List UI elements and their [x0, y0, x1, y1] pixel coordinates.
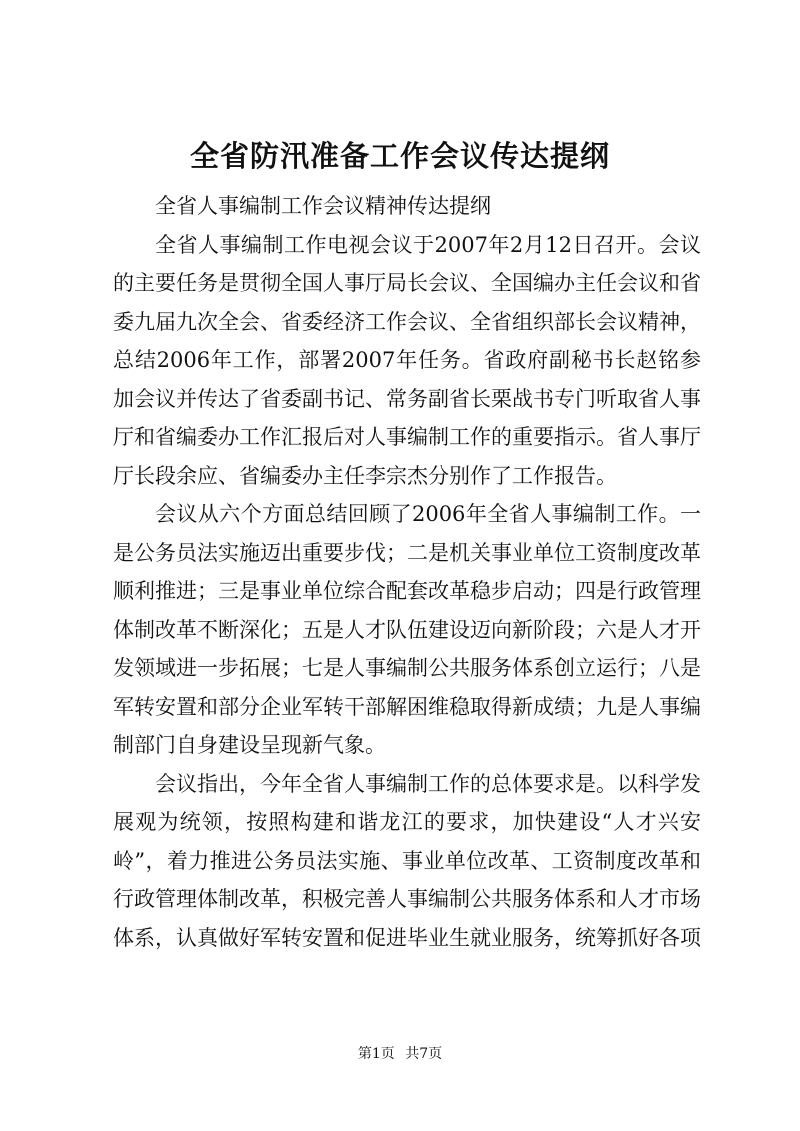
body-paragraph: 会议从六个方面总结回顾了2006年全省人事编制工作。一是公务员法实施迈出重要步伐；二是机关事业单位工资制度改革顺利推进；三是事业单位综合配套改革稳步启动；四是行政管理体制改革不断深化；五是人才队伍建设迈向新阶段；六是人才开发领域进一步拓展；七是人事编制公共服务体系创立运行；八是军转安置和部分企业军转干部解困维稳取得新成绩；九是人事编制部门自身建设呈现新气象。: [113, 502, 701, 757]
subtitle-paragraph: 全省人事编制工作会议精神传达提纲: [155, 194, 491, 218]
body-paragraph: 全省人事编制工作电视会议于2007年2月12日召开。会议的主要任务是贯彻全国人事厅局长会议、全国编办主任会议和省委九届九次全会、省委经济工作会议、全省组织部长会议精神，总结2006年工作，部署2007年任务。省政府副秘书长赵铭参加会议并传达了省委副书记、常务副省长栗战书专门听取省人事厅和省编委办工作汇报后对人事编制工作的重要指示。省人事厅厅长段余应、省编委办主任李宗杰分别作了工作报告。: [113, 232, 701, 488]
page-total: 共7页: [405, 1046, 443, 1062]
body-paragraph: 会议指出，今年全省人事编制工作的总体要求是。以科学发展观为统领，按照构建和谐龙江的要求，加快建设“人才兴安岭”，着力推进公务员法实施、事业单位改革、工资制度改革和行政管理体制改革，积极完善人事编制公共服务体系和人才市场体系，认真做好军转安置和促进毕业生就业服务，统筹抓好各项: [113, 771, 701, 950]
page-number: 第1页: [357, 1046, 395, 1062]
document-body: [113, 187, 701, 957]
page-footer: [0, 1044, 800, 1064]
document-title: 全省防汛准备工作会议传达提纲: [189, 139, 610, 173]
